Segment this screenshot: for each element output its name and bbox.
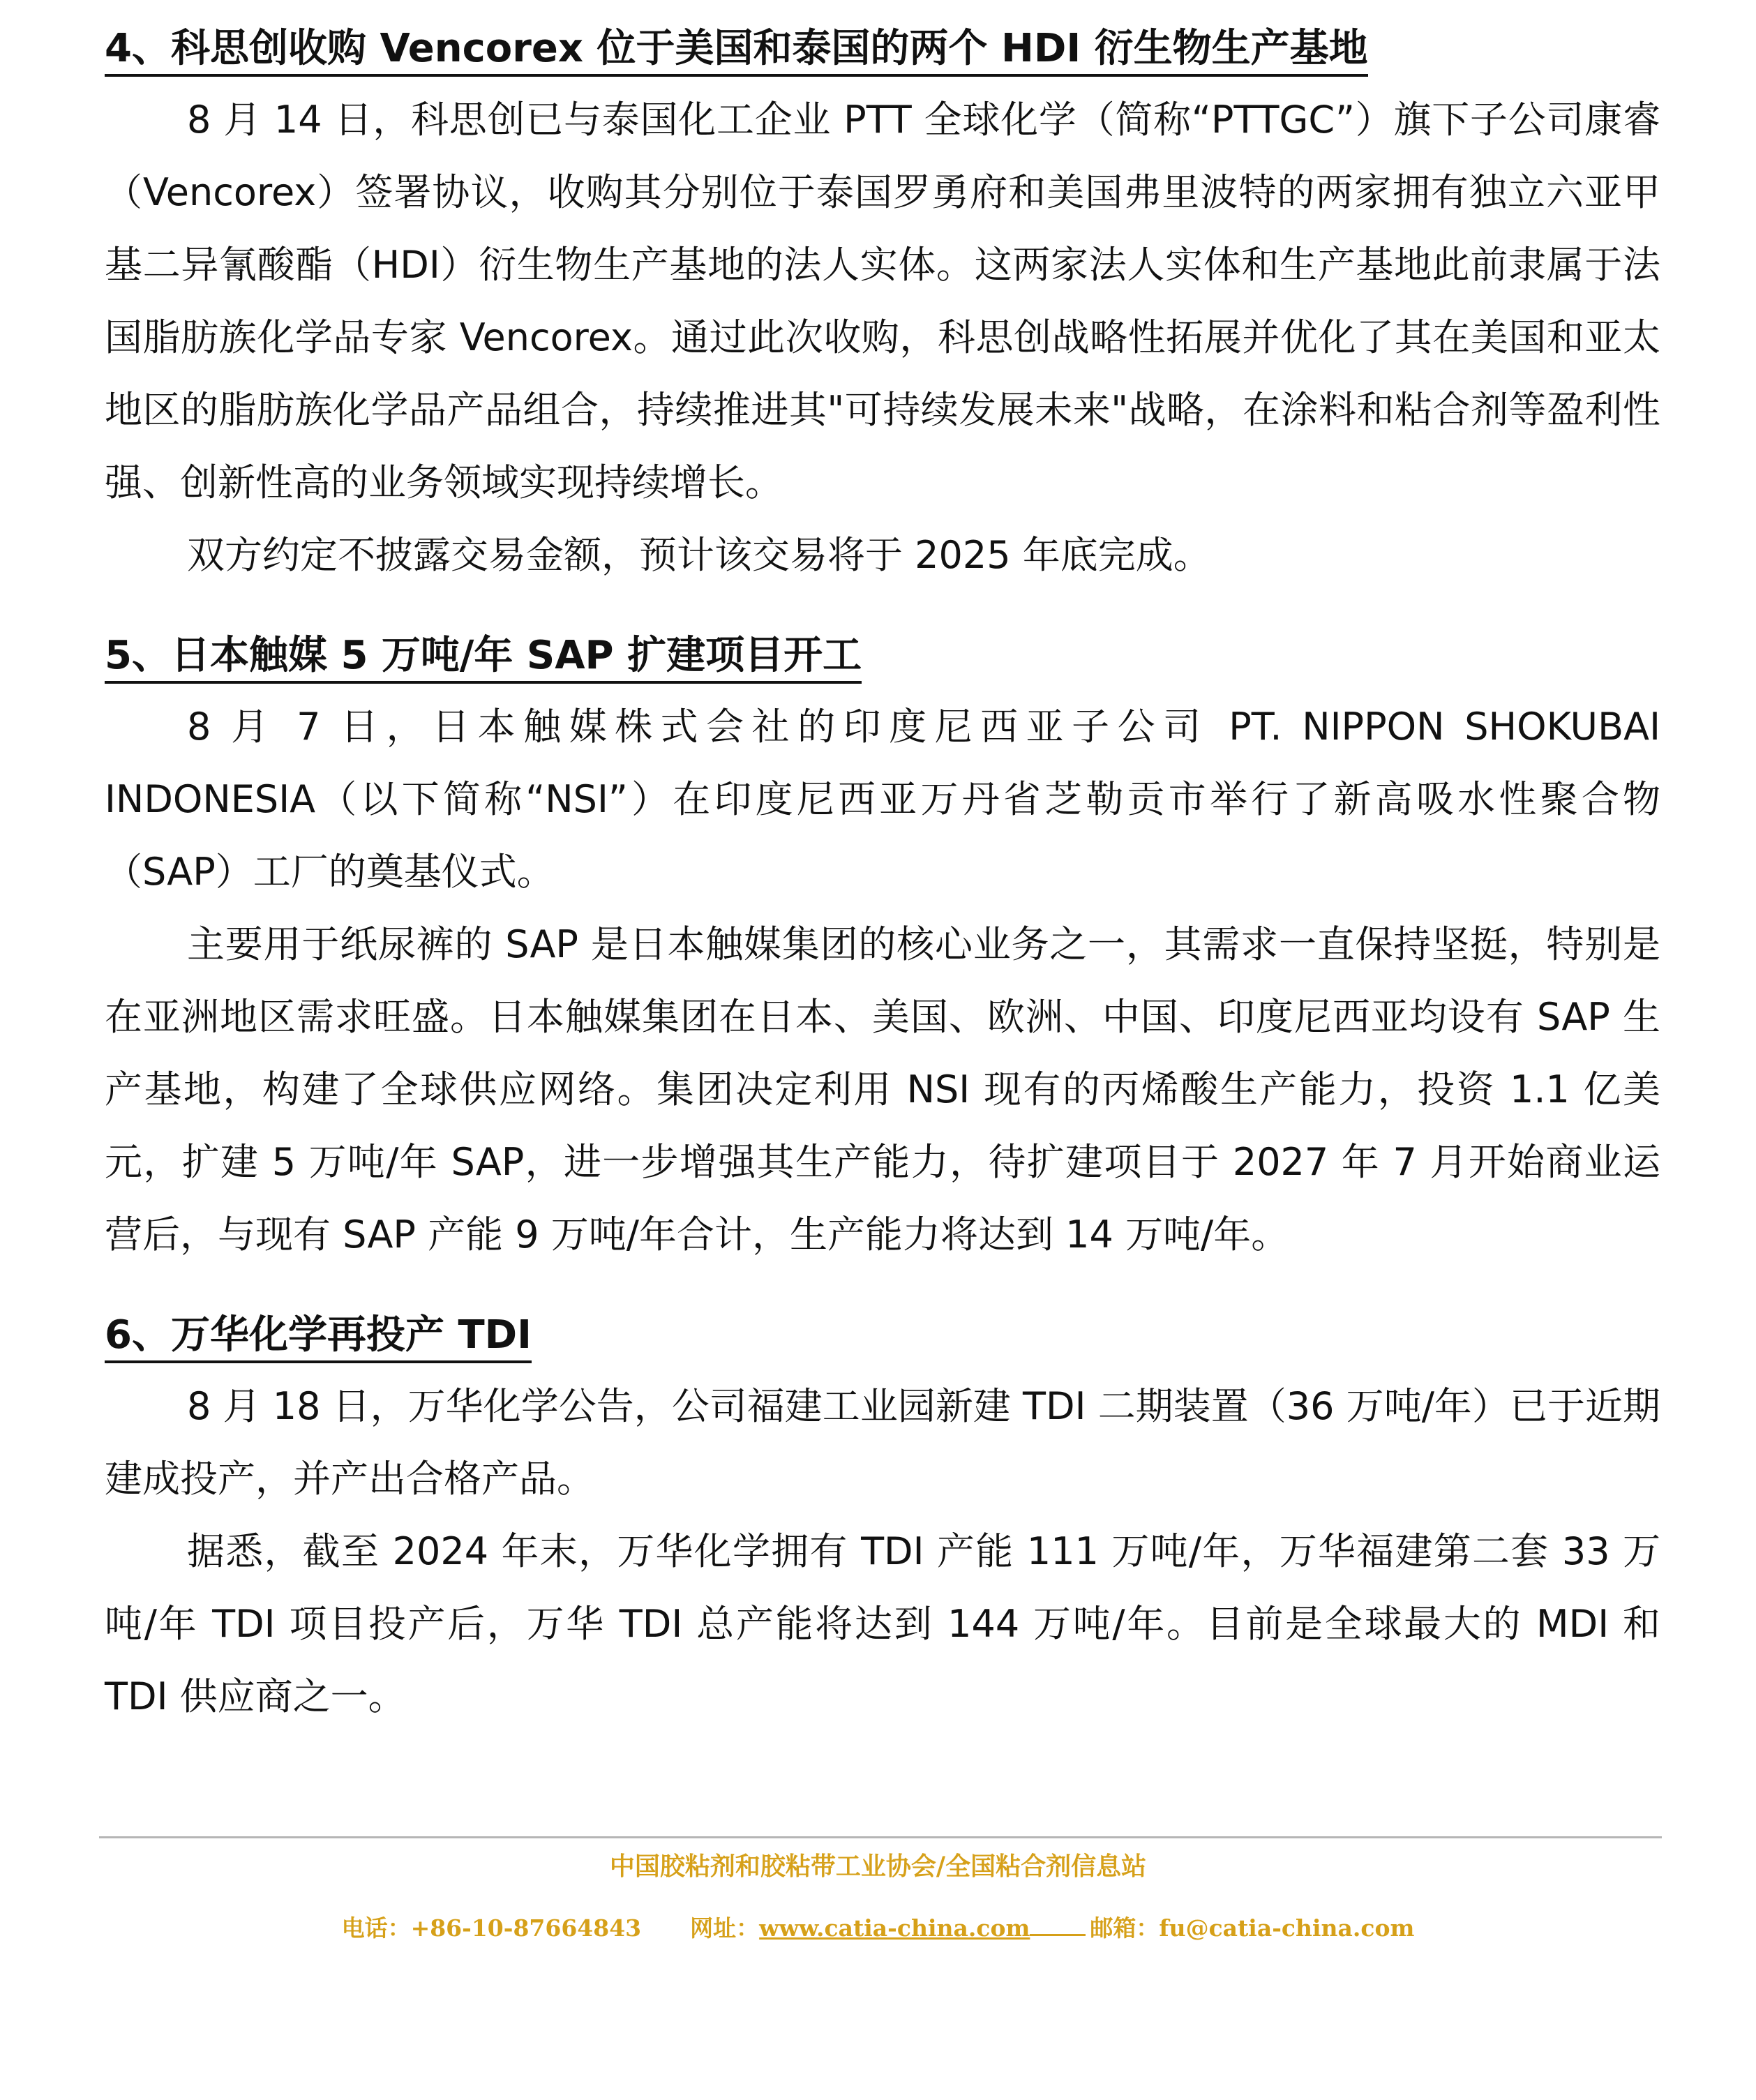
section-heading-text: 6、万华化学再投产 TDI bbox=[105, 1312, 532, 1363]
paragraph: 主要用于纸尿裤的 SAP 是日本触媒集团的核心业务之一，其需求一直保持坚挺，特别是在亚洲地区需求旺盛。日本触媒集团在日本、美国、欧洲、中国、印度尼西亚均设有 SAP 生产基地，构建了全球供应网络。集团决定利用 NSI 现有的丙烯酸生产能力，投资 1.1 亿美元，扩建 5 万吨/年 SAP，进一步增强其生产能力，待扩建项目于 2027 年 7 月开始商业运营后，与现有 SAP 产能 9 万吨/年合计，生产能力将达到 14 万吨/年。 bbox=[105, 922, 1660, 1257]
footer-phone: 电话：+86-10-87664843 bbox=[341, 1914, 642, 1942]
document-body bbox=[105, 14, 1660, 1733]
section-heading bbox=[105, 1300, 1660, 1370]
paragraph: 8 月 7 日，日本触媒株式会社的印度尼西亚子公司 PT. NIPPON SHOKUBAI INDONESIA（以下简称“NSI”）在印度尼西亚万丹省芝勒贡市举行了新高吸水性聚合物（SAP）工厂的奠基仪式。 bbox=[105, 705, 1660, 894]
section-vencorex-acquisition bbox=[105, 14, 1660, 592]
section-gap bbox=[105, 592, 1660, 621]
paragraph: 8 月 14 日，科思创已与泰国化工企业 PTT 全球化学（简称“PTTGC”）旗下子公司康睿（Vencorex）签署协议，收购其分别位于泰国罗勇府和美国弗里波特的两家拥有独立六亚甲基二异氰酸酯（HDI）衍生物生产基地的法人实体。这两家法人实体和生产基地此前隶属于法国脂肪族化学品专家 Vencorex。通过此次收购，科思创战略性拓展并优化了其在美国和亚太地区的脂肪族化学品产品组合，持续推进其"可持续发展未来"战略，在涂料和粘合剂等盈利性强、创新性高的业务领域实现持续增长。 bbox=[105, 98, 1660, 504]
paragraph: 8 月 18 日，万华化学公告，公司福建工业园新建 TDI 二期装置（36 万吨/年）已于近期建成投产，并产出合格产品。 bbox=[105, 1384, 1660, 1501]
section-nippon-shokubai-sap bbox=[105, 621, 1660, 1271]
section-heading-text: 5、日本触媒 5 万吨/年 SAP 扩建项目开工 bbox=[105, 633, 862, 684]
footer-underline-filler bbox=[1030, 1910, 1086, 1936]
footer-email: 邮箱：fu@catia-china.com bbox=[1090, 1914, 1415, 1942]
footer-contact bbox=[0, 1910, 1756, 1946]
section-gap bbox=[105, 1271, 1660, 1300]
footer-website-label: 网址： bbox=[690, 1914, 760, 1942]
paragraph: 双方约定不披露交易金额，预计该交易将于 2025 年底完成。 bbox=[187, 533, 1211, 577]
footer-divider bbox=[99, 1836, 1662, 1838]
section-heading bbox=[105, 621, 1660, 691]
section-heading bbox=[105, 14, 1660, 84]
paragraph: 据悉，截至 2024 年末，万华化学拥有 TDI 产能 111 万吨/年，万华福建第二套 33 万吨/年 TDI 项目投产后，万华 TDI 总产能将达到 144 万吨/年。目前是全球最大的 MDI 和 TDI 供应商之一。 bbox=[105, 1529, 1660, 1718]
section-wanhua-tdi bbox=[105, 1300, 1660, 1733]
footer-website-link[interactable]: www.catia-china.com bbox=[759, 1914, 1030, 1942]
footer-organization: 中国胶粘剂和胶粘带工业协会/全国粘合剂信息站 bbox=[609, 1852, 1147, 1881]
section-heading-text: 4、科思创收购 Vencorex 位于美国和泰国的两个 HDI 衍生物生产基地 bbox=[105, 26, 1368, 77]
